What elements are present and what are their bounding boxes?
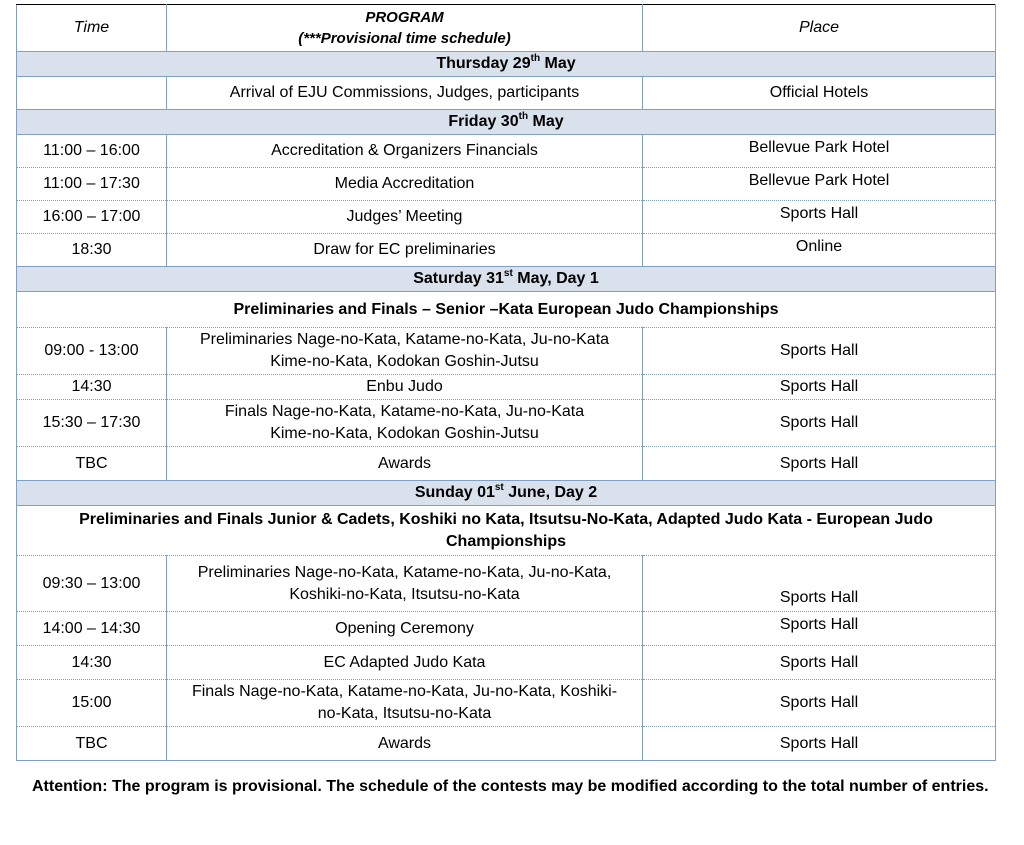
- time-cell: 11:00 – 17:30: [17, 168, 167, 201]
- header-time: Time: [17, 5, 167, 52]
- attention-note: Attention: The program is provisional. The schedule of the contests may be modified according to the total number of entries.: [32, 778, 989, 795]
- place-cell: Sports Hall: [643, 400, 996, 447]
- program-line: Finals Nage-no-Kata, Katame-no-Kata, Ju-no-Kata, Koshiki-: [191, 683, 618, 700]
- schedule-document: [16, 4, 995, 761]
- program-line: Finals Nage-no-Kata, Katame-no-Kata, Ju-no-Kata: [224, 403, 585, 420]
- place-cell: Official Hotels: [643, 77, 996, 110]
- program-cell: [167, 680, 643, 727]
- program-cell: Enbu Judo: [167, 375, 643, 400]
- place-cell: Sports Hall: [643, 680, 996, 727]
- header-program-subtitle: (***Provisional time schedule): [298, 30, 511, 47]
- day-label: Sunday 01st June, Day 2: [17, 481, 996, 506]
- place-cell: Sports Hall: [643, 556, 996, 612]
- program-line: Koshiki-no-Kata, Itsutsu-no-Kata: [289, 585, 520, 603]
- section-title-row: [17, 292, 996, 328]
- place-cell: Sports Hall: [643, 201, 996, 234]
- schedule-row: [17, 77, 996, 110]
- program-cell: Judges’ Meeting: [167, 201, 643, 234]
- day-label: Thursday 29th May: [17, 52, 996, 77]
- schedule-table: [16, 4, 996, 761]
- schedule-row: [17, 680, 996, 727]
- place-cell: Sports Hall: [643, 612, 996, 646]
- place-cell: Sports Hall: [643, 328, 996, 375]
- time-cell: 16:00 – 17:00: [17, 201, 167, 234]
- schedule-row: [17, 328, 996, 375]
- program-cell: Awards: [167, 447, 643, 481]
- program-cell: Media Accreditation: [167, 168, 643, 201]
- day-row-sunday: [17, 481, 996, 506]
- header-place: Place: [643, 5, 996, 52]
- time-cell: [17, 77, 167, 110]
- section-title: [17, 506, 996, 556]
- program-line: Preliminaries Nage-no-Kata, Katame-no-Kata, Ju-no-Kata: [199, 331, 610, 348]
- place-cell: Online: [643, 234, 996, 267]
- schedule-row: [17, 556, 996, 612]
- schedule-row: [17, 375, 996, 400]
- schedule-row: [17, 727, 996, 761]
- header-row: [17, 5, 996, 52]
- time-cell: 09:00 - 13:00: [17, 328, 167, 375]
- schedule-row: [17, 447, 996, 481]
- program-line: no-Kata, Itsutsu-no-Kata: [317, 705, 492, 722]
- header-program-title: PROGRAM: [365, 9, 444, 26]
- program-line: Preliminaries Nage-no-Kata, Katame-no-Kata, Ju-no-Kata,: [197, 563, 612, 581]
- schedule-row: [17, 135, 996, 168]
- place-cell: Bellevue Park Hotel: [643, 168, 996, 201]
- schedule-row: [17, 234, 996, 267]
- day-label: Friday 30th May: [17, 110, 996, 135]
- section-title-line: Championships: [445, 532, 566, 550]
- program-cell: Awards: [167, 727, 643, 761]
- program-line: Kime-no-Kata, Kodokan Goshin-Jutsu: [270, 425, 539, 442]
- time-cell: 14:30: [17, 375, 167, 400]
- section-title-row: [17, 506, 996, 556]
- section-title: Preliminaries and Finals – Senior –Kata European Judo Championships: [17, 292, 996, 328]
- schedule-row: [17, 646, 996, 680]
- program-cell: Opening Ceremony: [167, 612, 643, 646]
- time-cell: TBC: [17, 447, 167, 481]
- schedule-row: [17, 400, 996, 447]
- program-line: Kime-no-Kata, Kodokan Goshin-Jutsu: [270, 353, 539, 370]
- section-title-line: Preliminaries and Finals Junior & Cadets, Koshiki no Kata, Itsutsu-No-Kata, Adapted Judo Kata - European Judo: [79, 510, 933, 528]
- program-cell: [167, 556, 643, 612]
- place-cell: Sports Hall: [643, 727, 996, 761]
- header-program: [167, 5, 643, 52]
- day-row-friday: [17, 110, 996, 135]
- program-cell: Arrival of EJU Commissions, Judges, participants: [167, 77, 643, 110]
- schedule-row: [17, 168, 996, 201]
- program-cell: [167, 328, 643, 375]
- program-cell: Accreditation & Organizers Financials: [167, 135, 643, 168]
- time-cell: 14:00 – 14:30: [17, 612, 167, 646]
- program-cell: EC Adapted Judo Kata: [167, 646, 643, 680]
- time-cell: 09:30 – 13:00: [17, 556, 167, 612]
- day-row-thursday: [17, 52, 996, 77]
- schedule-row: [17, 201, 996, 234]
- program-cell: [167, 400, 643, 447]
- place-cell: Sports Hall: [643, 375, 996, 400]
- time-cell: 11:00 – 16:00: [17, 135, 167, 168]
- time-cell: TBC: [17, 727, 167, 761]
- place-cell: Sports Hall: [643, 447, 996, 481]
- time-cell: 15:00: [17, 680, 167, 727]
- day-row-saturday: [17, 267, 996, 292]
- place-cell: Sports Hall: [643, 646, 996, 680]
- time-cell: 18:30: [17, 234, 167, 267]
- place-cell: Bellevue Park Hotel: [643, 135, 996, 168]
- time-cell: 15:30 – 17:30: [17, 400, 167, 447]
- time-cell: 14:30: [17, 646, 167, 680]
- schedule-row: [17, 612, 996, 646]
- program-cell: Draw for EC preliminaries: [167, 234, 643, 267]
- day-label: Saturday 31st May, Day 1: [17, 267, 996, 292]
